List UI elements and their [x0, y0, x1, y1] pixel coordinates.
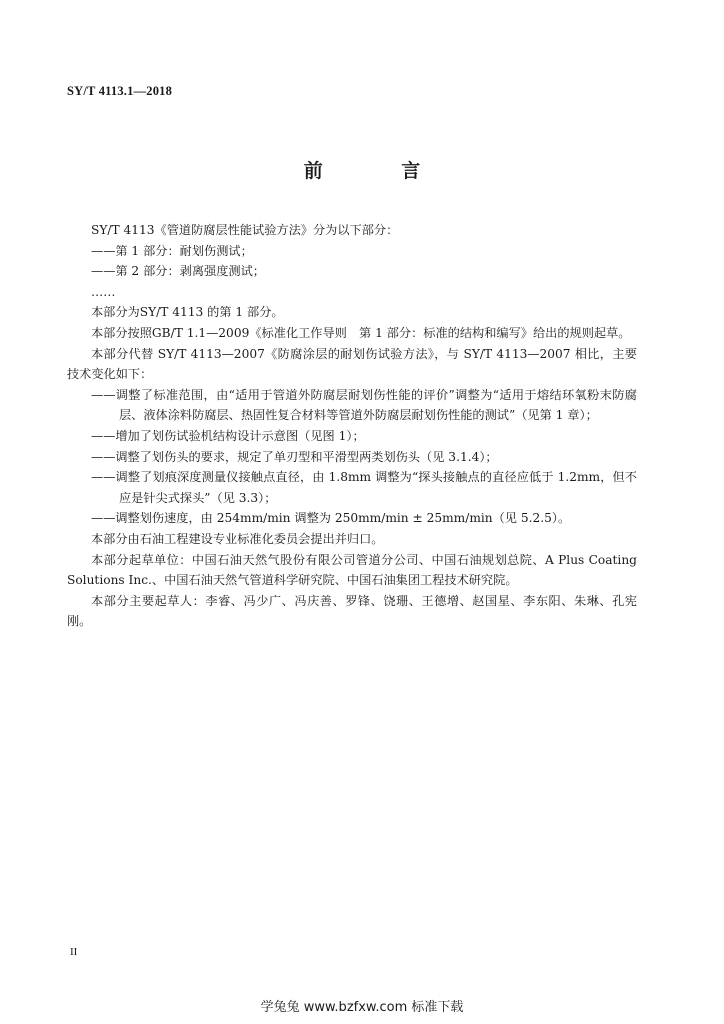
replaces-paragraph: 本部分代替 SY/T 4113—2007《防腐涂层的耐划伤试验方法》，与 SY/T 4113—2007 相比，主要技术变化如下：	[67, 346, 637, 382]
drafting-units-paragraph: 本部分起草单位：中国石油天然气股份有限公司管道分公司、中国石油规划总院、A Plus Coating Solutions Inc.、中国石油天然气管道科学研究院、中国石油集团工程技术研究院。	[67, 552, 637, 588]
change-list-item: ——调整了划痕深度测量仪接触点直径，由 1.8mm 调整为“探头接触点的直径应低于 1.2mm，但不应是针尖式探头”（见 3.3）；	[91, 470, 637, 505]
part-list-item: ——第 1 部分：耐划伤测试；	[91, 243, 253, 258]
change-list-item: ——调整了划伤头的要求，规定了单刃型和平滑型两类划伤头（见 3.1.4）；	[91, 449, 498, 464]
footer-watermark: 学兔兔 www.bzfxw.com 标准下载	[260, 1000, 464, 1015]
proposed-by-paragraph: 本部分由石油工程建设专业标准化委员会提出并归口。	[91, 531, 384, 546]
ellipsis: ……	[91, 284, 116, 299]
drafters-paragraph: 本部分主要起草人：李睿、冯少广、冯庆善、罗锋、饶珊、王德增、赵国星、李东阳、朱琳、孔宪刚。	[67, 593, 637, 629]
change-list-item: ——调整了标准范围，由“适用于管道外防腐层耐划伤性能的评价”调整为“适用于熔结环氧粉末防腐层、液体涂料防腐层、热固性复合材料等管道外防腐层耐划伤性能的测试”（见第 1 章）；	[91, 387, 637, 423]
drafting-rules-paragraph: 本部分按照GB/T 1.1—2009《标准化工作导则 第 1 部分：标准的结构和编写》给出的规则起草。	[91, 325, 631, 340]
part-list-item: ——第 2 部分：剥离强度测试；	[91, 264, 265, 279]
this-part-paragraph: 本部分为SY/T 4113 的第 1 部分。	[91, 305, 284, 320]
change-list-item: ——调整划伤速度，由 254mm/min 调整为 250mm/min ± 25mm/min（见 5.2.5）。	[91, 511, 571, 526]
foreword-body	[67, 220, 637, 632]
page-number: II	[70, 946, 78, 958]
intro-paragraph: SY/T 4113《管道防腐层性能试验方法》分为以下部分：	[91, 223, 399, 237]
page-title: 前 言	[303, 160, 457, 182]
change-list-item: ——增加了划伤试验机结构设计示意图（见图 1）；	[91, 428, 365, 443]
standard-code: SY/T 4113.1—2018	[67, 84, 173, 98]
